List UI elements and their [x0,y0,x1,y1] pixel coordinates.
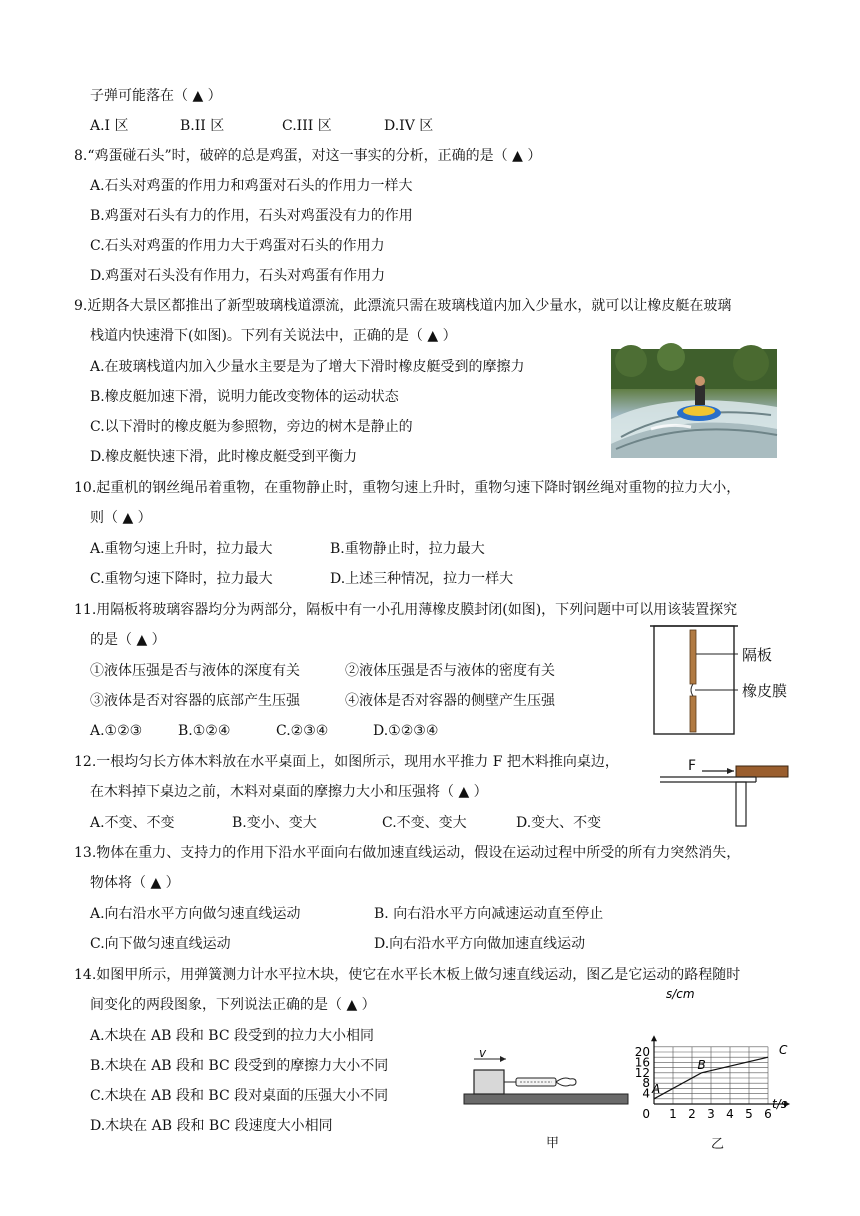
q9-stem-line2: 栈道内快速滑下(如图)。下列有关说法中，正确的是（ ▲ ） [90,328,457,344]
y-tick-label: 12 [634,1065,650,1080]
q8-option-c: C.石头对鸡蛋的作用力大于鸡蛋对石头的作用力 [90,238,385,254]
q11-item-1: ①液体压强是否与液体的深度有关 [90,663,300,679]
graph-y-axis-label: s/cm [666,987,695,1001]
q11-stem-line1: 11.用隔板将玻璃容器均分为两部分，隔板中有一小孔用薄橡皮膜封闭(如图)，下列问题中可以用该装置探究 [74,602,738,618]
q12-table-figure [656,756,796,830]
point-label-b: B [697,1057,706,1072]
q13-option-a: A.向右沿水平方向做匀速直线运动 [90,906,301,922]
x-tick-label: 5 [745,1107,753,1121]
q13-stem-line2: 物体将（ ▲ ） [90,875,180,891]
graph-axes [651,1035,790,1107]
q13-option-c: C.向下做匀速直线运动 [90,936,231,952]
y-tick-label: 0 [642,1107,650,1121]
q14-fig-yi-caption: 乙 [711,1137,725,1152]
q9-stem-line1: 9.近期各大景区都推出了新型玻璃栈道漂流，此漂流只需在玻璃栈道内加入少量水，就可以让橡皮艇在玻璃 [74,298,732,314]
q9-option-a: A.在玻璃栈道内加入少量水主要是为了增大下滑时橡皮艇受到的摩擦力 [90,359,525,375]
x-tick-label: 3 [707,1107,715,1121]
q7-option-b: B.II 区 [180,118,225,134]
q11-option-a: A.①②③ [90,723,143,739]
q11-membrane-label: 橡皮膜 [742,682,788,700]
q14-fig-jia-caption: 甲 [546,1136,560,1151]
q14-velocity-label: v [479,1046,487,1060]
graph-x-axis-label: t/s [772,1097,787,1111]
q14-fig-yi-graph [634,984,800,1140]
q14-option-a: A.木块在 AB 段和 BC 段受到的拉力大小相同 [90,1028,375,1044]
q12-option-d: D.变大、不变 [516,815,602,831]
q11-item-3: ③液体是否对容器的底部产生压强 [90,693,300,709]
q7-option-c: C.III 区 [282,118,332,134]
q12-stem-line2: 在木料掉下桌边之前，木料对桌面的摩擦力大小和压强将（ ▲ ） [90,784,488,800]
q11-partition-label: 隔板 [742,646,773,664]
y-tick-label: 16 [634,1055,650,1070]
q8-option-d: D.鸡蛋对石头没有作用力，石头对鸡蛋有作用力 [90,268,386,284]
y-axis-arrow [651,1035,657,1041]
y-tick-label: 20 [634,1045,650,1059]
q12-option-c: C.不变、变大 [382,815,467,831]
q14-stem-line1: 14.如图甲所示，用弹簧测力计水平拉木块，使它在水平长木板上做匀速直线运动，图乙是它运动的路程随时 [74,967,741,983]
q14-stem-line2: 间变化的两段图象，下列说法正确的是（ ▲ ） [90,997,376,1013]
x-tick-label: 4 [726,1107,734,1121]
q10-option-b: B.重物静止时，拉力最大 [330,541,485,557]
q11-item-2: ②液体压强是否与液体的密度有关 [345,663,555,679]
q10-option-a: A.重物匀速上升时，拉力最大 [90,541,273,557]
point-label-c: C [779,1043,788,1058]
q13-option-d: D.向右沿水平方向做加速直线运动 [374,936,586,952]
q12-option-a: A.不变、不变 [90,815,175,831]
q8-stem: 8.“鸡蛋碰石头”时，破碎的总是鸡蛋，对这一事实的分析，正确的是（ ▲ ） [74,148,542,164]
q11-option-d: D.①②③④ [373,723,439,739]
q14-option-d: D.木块在 AB 段和 BC 段速度大小相同 [90,1118,333,1134]
q8-option-b: B.鸡蛋对石头有力的作用，石头对鸡蛋没有力的作用 [90,208,413,224]
q9-rafting-photo [611,349,777,458]
x-tick-label: 1 [669,1107,677,1121]
y-tick-label: 4 [642,1086,650,1101]
y-tick-label: 8 [642,1076,650,1091]
q12-force-label: F [688,758,697,774]
q7-continuation: 子弹可能落在（ ▲ ） [90,88,222,104]
q9-option-b: B.橡皮艇加速下滑，说明力能改变物体的运动状态 [90,389,399,405]
graph-point-labels [651,1043,788,1096]
q11-item-4: ④液体是否对容器的侧壁产生压强 [345,693,555,709]
q10-option-d: D.上述三种情况，拉力一样大 [330,571,514,587]
q10-option-c: C.重物匀速下降时，拉力最大 [90,571,273,587]
q11-option-b: B.①②④ [178,723,231,739]
q12-option-b: B.变小、变大 [232,815,317,831]
q14-option-c: C.木块在 AB 段和 BC 段对桌面的压强大小不同 [90,1088,389,1104]
q11-option-c: C.②③④ [276,723,329,739]
q7-option-d: D.IV 区 [384,118,434,134]
q8-option-a: A.石头对鸡蛋的作用力和鸡蛋对石头的作用力一样大 [90,178,413,194]
q7-option-a: A.I 区 [90,118,129,134]
q9-rafting-photo-art [611,349,777,458]
x-tick-label: 6 [764,1107,772,1121]
q13-stem-line1: 13.物体在重力、支持力的作用下沿水平面向右做加速直线运动，假设在运动过程中所受的所有力突然消失， [74,845,741,861]
q10-stem-line1: 10.起重机的钢丝绳吊着重物，在重物静止时，重物匀速上升时，重物匀速下降时钢丝绳对重物的拉力大小， [74,480,741,496]
x-tick-label: 2 [688,1107,696,1121]
q12-stem-line1: 12.一根均匀长方体木料放在水平桌面上，如图所示，现用水平推力 F 把木料推向桌边， [74,754,619,770]
q11-stem-line2: 的是（ ▲ ） [90,632,166,648]
point-label-a: A [652,1081,661,1096]
graph-grid [654,1047,768,1104]
q13-option-b: B. 向右沿水平方向减速运动直至停止 [374,906,604,922]
q14-option-b: B.木块在 AB 段和 BC 段受到的摩擦力大小不同 [90,1058,389,1074]
q9-option-d: D.橡皮艇快速下滑，此时橡皮艇受到平衡力 [90,449,358,465]
q10-stem-line2: 则（ ▲ ） [90,510,152,526]
q9-option-c: C.以下滑时的橡皮艇为参照物，旁边的树木是静止的 [90,419,413,435]
